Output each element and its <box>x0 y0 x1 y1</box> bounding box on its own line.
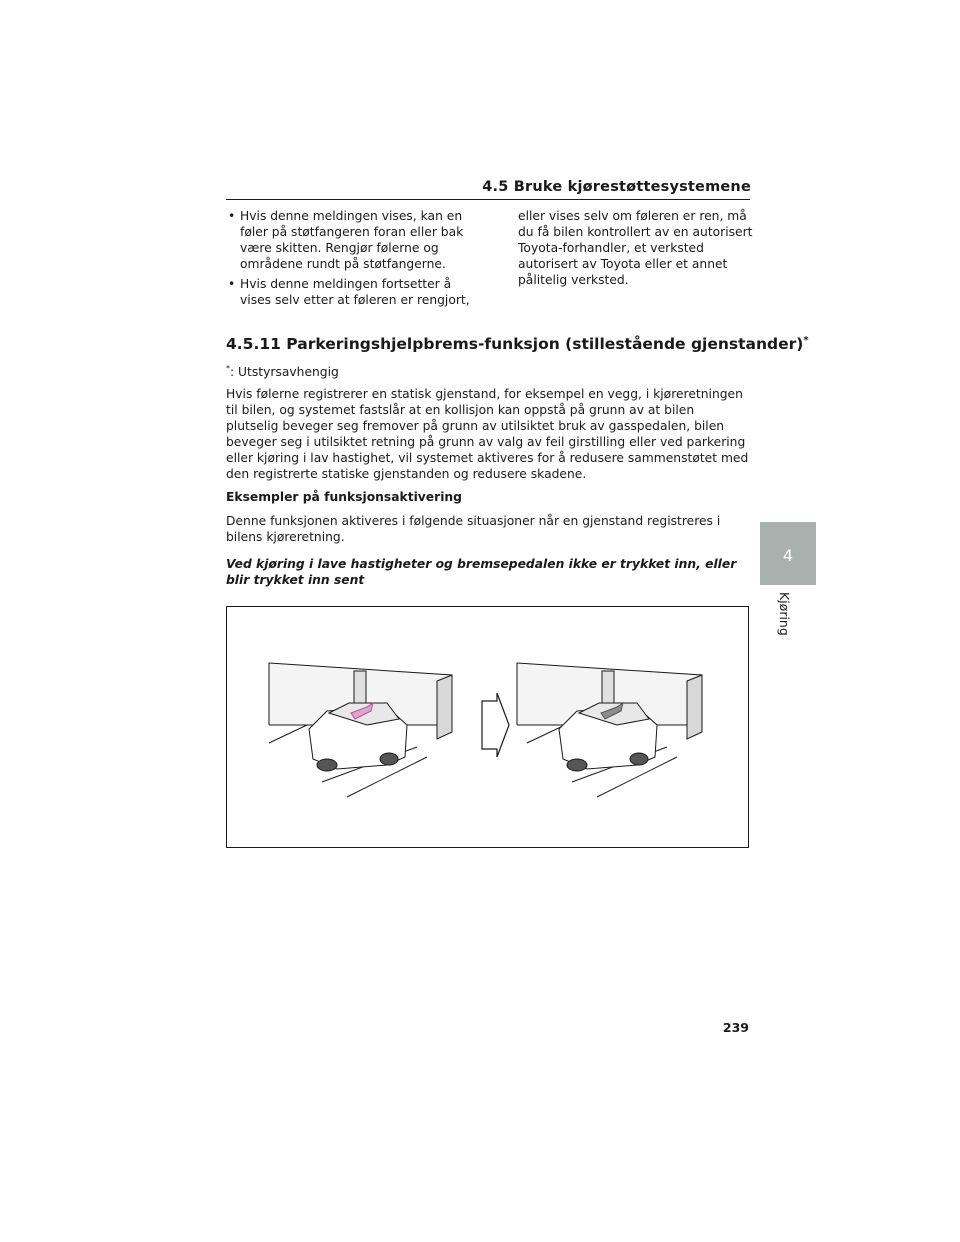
right-column <box>518 208 754 288</box>
chapter-number: 4 <box>782 546 794 565</box>
left-column <box>226 208 476 312</box>
car-wheel <box>380 753 398 765</box>
scene-after <box>517 663 702 797</box>
section-heading-text: 4.5.11 Parkeringshjelpbrems-funksjon (stillestående gjenstander) <box>226 335 804 354</box>
car-wheel <box>630 753 648 765</box>
examples-subheading: Eksempler på funksjonsaktivering <box>226 490 462 504</box>
bullet-mark: • <box>228 277 236 291</box>
car-wheel <box>317 759 337 771</box>
situation-heading: Ved kjøring i lave hastigheter og bremsepedalen ikke er trykket inn, eller blir trykket inn sent <box>226 557 737 587</box>
section-heading <box>226 335 809 354</box>
bullet-text: Hvis denne meldingen vises, kan en føler på støtfangeren foran eller bak være skitten. Rengjør følerne og områdene rundt på støtfangerne. <box>240 209 464 271</box>
examples-description: Denne funksjonen aktiveres i følgende situasjoner når en gjenstand registreres i bilens kjøreretning. <box>226 514 721 544</box>
chapter-tab <box>760 522 816 585</box>
chapter-label: Kjøring <box>777 592 792 636</box>
header-divider <box>226 199 750 200</box>
wall-end-left <box>437 675 452 739</box>
heading-asterisk: * <box>803 335 809 346</box>
footnote <box>226 361 750 380</box>
footnote-asterisk: * <box>226 364 230 373</box>
footnote-text: : Utstyrsavhengig <box>230 365 339 380</box>
page-number: 239 <box>722 1020 749 1035</box>
wall-end-right <box>687 675 702 739</box>
parking-illustration-svg <box>227 607 748 847</box>
running-header: 4.5 Bruke kjørestøttesystemene <box>482 179 751 195</box>
transition-arrow <box>482 693 509 757</box>
continued-bullet-text: eller vises selv om føleren er ren, må du få bilen kontrollert av en autorisert Toyota-forhandler, et verksted autorisert av Toyota eller et annet pålitelig verksted. <box>518 209 753 287</box>
bullet-item <box>226 276 476 308</box>
bullet-mark: • <box>228 209 236 223</box>
bullet-item <box>226 208 476 272</box>
car-wheel <box>567 759 587 771</box>
parking-line <box>269 725 307 743</box>
intro-paragraph: Hvis følerne registrerer en statisk gjenstand, for eksempel en vegg, i kjøreretningen til bilen, og systemet fastslår at en kollisjon kan oppstå på grunn av at bilen plutselig beveger seg fremover på grunn av utilsiktet bruk av gasspedalen, bilen beveger seg i utilsiktet retning på grunn av valg av feil girstilling eller ved parkering eller kjøring i lav hastighet, vil systemet aktiveres for å redusere sammenstøtet med den registrerte statiske gjenstanden og redusere skadene. <box>226 387 749 481</box>
scene-before <box>269 663 452 797</box>
parking-illustration <box>226 606 749 848</box>
bullet-text: Hvis denne meldingen fortsetter å vises selv etter at føleren er rengjort, <box>240 277 470 307</box>
right-arrow-icon <box>482 693 509 757</box>
